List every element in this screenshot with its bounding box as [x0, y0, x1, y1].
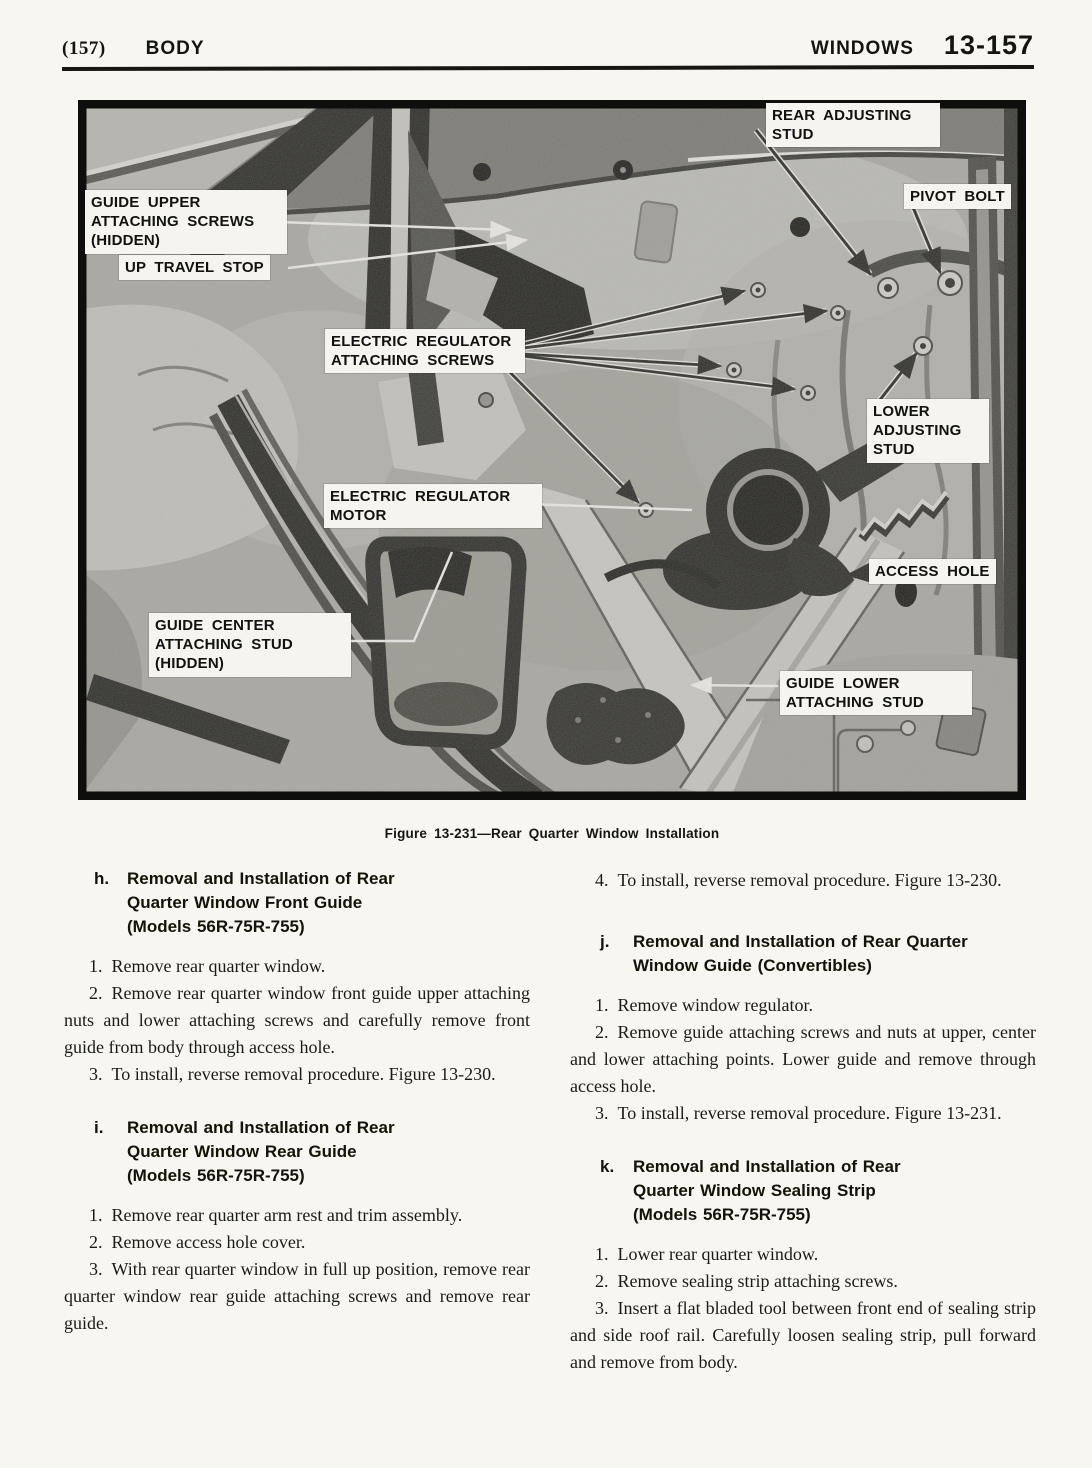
step-text: Remove rear quarter window front guide upper attaching nuts and lower attaching screws and carefully remove front guide from body through access hole.	[64, 983, 530, 1057]
section-title-line: Window Guide (Convertibles)	[633, 956, 872, 975]
procedure-step	[64, 953, 530, 980]
step-text: Remove rear quarter arm rest and trim assembly.	[111, 1205, 463, 1225]
procedure-step	[570, 1241, 1036, 1268]
page-header	[0, 0, 1092, 61]
figure-caption: Figure 13-231—Rear Quarter Window Installation	[384, 826, 720, 841]
page-number: 13-157	[943, 30, 1034, 60]
procedure-step	[64, 1229, 530, 1256]
column-right	[570, 867, 1036, 1376]
step-number: 2.	[89, 983, 103, 1003]
figure-label-lower-adjusting-stud: LOWER ADJUSTING STUD	[867, 399, 989, 463]
procedure-step	[570, 1100, 1036, 1127]
section-title-line: (Models 56R-75R-755)	[633, 1205, 811, 1224]
section-h-heading	[94, 867, 530, 939]
procedure-step	[570, 1268, 1036, 1295]
section-title-line: (Models 56R-75R-755)	[127, 1166, 305, 1185]
step-text: With rear quarter window in full up position, remove rear quarter window rear guide attaching screws and remove rear guide.	[64, 1259, 530, 1333]
step-text: To install, reverse removal procedure. Figure 13-230.	[111, 1064, 496, 1084]
chapter-title: WINDOWS	[810, 38, 914, 59]
step-number: 3.	[595, 1298, 609, 1318]
section-title-line: Quarter Window Front Guide	[127, 893, 363, 912]
step-text: Remove rear quarter window.	[111, 956, 326, 976]
section-letter: i.	[94, 1118, 104, 1137]
step-text: To install, reverse removal procedure. Figure 13-231.	[617, 1103, 1002, 1123]
figure-label-electric-regulator-motor: ELECTRIC REGULATOR MOTOR	[324, 484, 542, 528]
figure-label-guide-upper-attaching-screws: GUIDE UPPER ATTACHING SCREWS (HIDDEN)	[85, 190, 287, 254]
section-i	[64, 1116, 530, 1337]
figure-photo	[78, 100, 1026, 800]
figure-13-231	[78, 100, 1026, 841]
step-number: 3.	[89, 1259, 103, 1279]
procedure-step	[64, 980, 530, 1061]
section-letter: j.	[600, 932, 610, 951]
step-number: 3.	[595, 1103, 609, 1123]
section-title-line: Removal and Installation of Rear	[633, 1157, 901, 1176]
step-number: 1.	[89, 956, 103, 976]
step-number: 2.	[595, 1271, 609, 1291]
step-text: Lower rear quarter window.	[617, 1244, 819, 1264]
procedure-step	[64, 1256, 530, 1337]
section-k	[570, 1155, 1036, 1376]
procedure-columns	[0, 841, 1092, 1376]
procedure-step	[570, 1295, 1036, 1376]
figure-label-electric-regulator-attaching-screws: ELECTRIC REGULATOR ATTACHING SCREWS	[325, 329, 525, 373]
figure-label-pivot-bolt: PIVOT BOLT	[904, 184, 1011, 209]
figure-label-up-travel-stop: UP TRAVEL STOP	[119, 255, 270, 280]
section-j-heading	[600, 930, 1036, 978]
procedure-step	[64, 1061, 530, 1088]
procedure-step	[570, 992, 1036, 1019]
procedure-step-continued	[570, 867, 1036, 894]
section-letter: k.	[600, 1157, 615, 1176]
step-number: 1.	[89, 1205, 103, 1225]
figure-label-guide-lower-attaching-stud: GUIDE LOWER ATTACHING STUD	[780, 671, 972, 715]
step-text: Remove window regulator.	[617, 995, 813, 1015]
header-rule	[62, 65, 1034, 71]
step-text: Remove guide attaching screws and nuts at upper, center and lower attaching points. Lower guide and remove through access hole.	[570, 1022, 1036, 1096]
section-title-line: Removal and Installation of Rear	[127, 1118, 395, 1137]
section-title-line: Removal and Installation of Rear	[127, 869, 395, 888]
section-letter: h.	[94, 869, 110, 888]
section-j	[570, 930, 1036, 1127]
procedure-step	[570, 1019, 1036, 1100]
section-i-heading	[94, 1116, 530, 1188]
column-left	[64, 867, 530, 1376]
step-text: Remove sealing strip attaching screws.	[617, 1271, 898, 1291]
manual-section-title: BODY	[145, 38, 205, 59]
section-title-line: Removal and Installation of Rear Quarter	[633, 932, 968, 951]
section-k-heading	[600, 1155, 1036, 1227]
step-number: 3.	[89, 1064, 103, 1084]
step-number: 2.	[89, 1232, 103, 1252]
section-title-line: Quarter Window Sealing Strip	[633, 1181, 876, 1200]
procedure-step	[64, 1202, 530, 1229]
section-title-line: (Models 56R-75R-755)	[127, 917, 305, 936]
step-number: 1.	[595, 1244, 609, 1264]
figure-label-rear-adjusting-stud: REAR ADJUSTING STUD	[766, 103, 940, 147]
figure-label-guide-center-attaching-stud: GUIDE CENTER ATTACHING STUD (HIDDEN)	[149, 613, 351, 677]
section-h	[64, 867, 530, 1088]
step-text: Insert a flat bladed tool between front end of sealing strip and side roof rail. Carefully loosen sealing strip, pull forward and remove from body.	[570, 1298, 1036, 1372]
figure-label-access-hole: ACCESS HOLE	[869, 559, 996, 584]
section-title-line: Quarter Window Rear Guide	[127, 1142, 357, 1161]
issue-number: (157)	[62, 38, 106, 59]
step-number: 1.	[595, 995, 609, 1015]
step-number: 2.	[595, 1022, 609, 1042]
step-number: 4.	[595, 870, 609, 890]
step-text: Remove access hole cover.	[111, 1232, 306, 1252]
step-text: To install, reverse removal procedure. Figure 13-230.	[617, 870, 1002, 890]
